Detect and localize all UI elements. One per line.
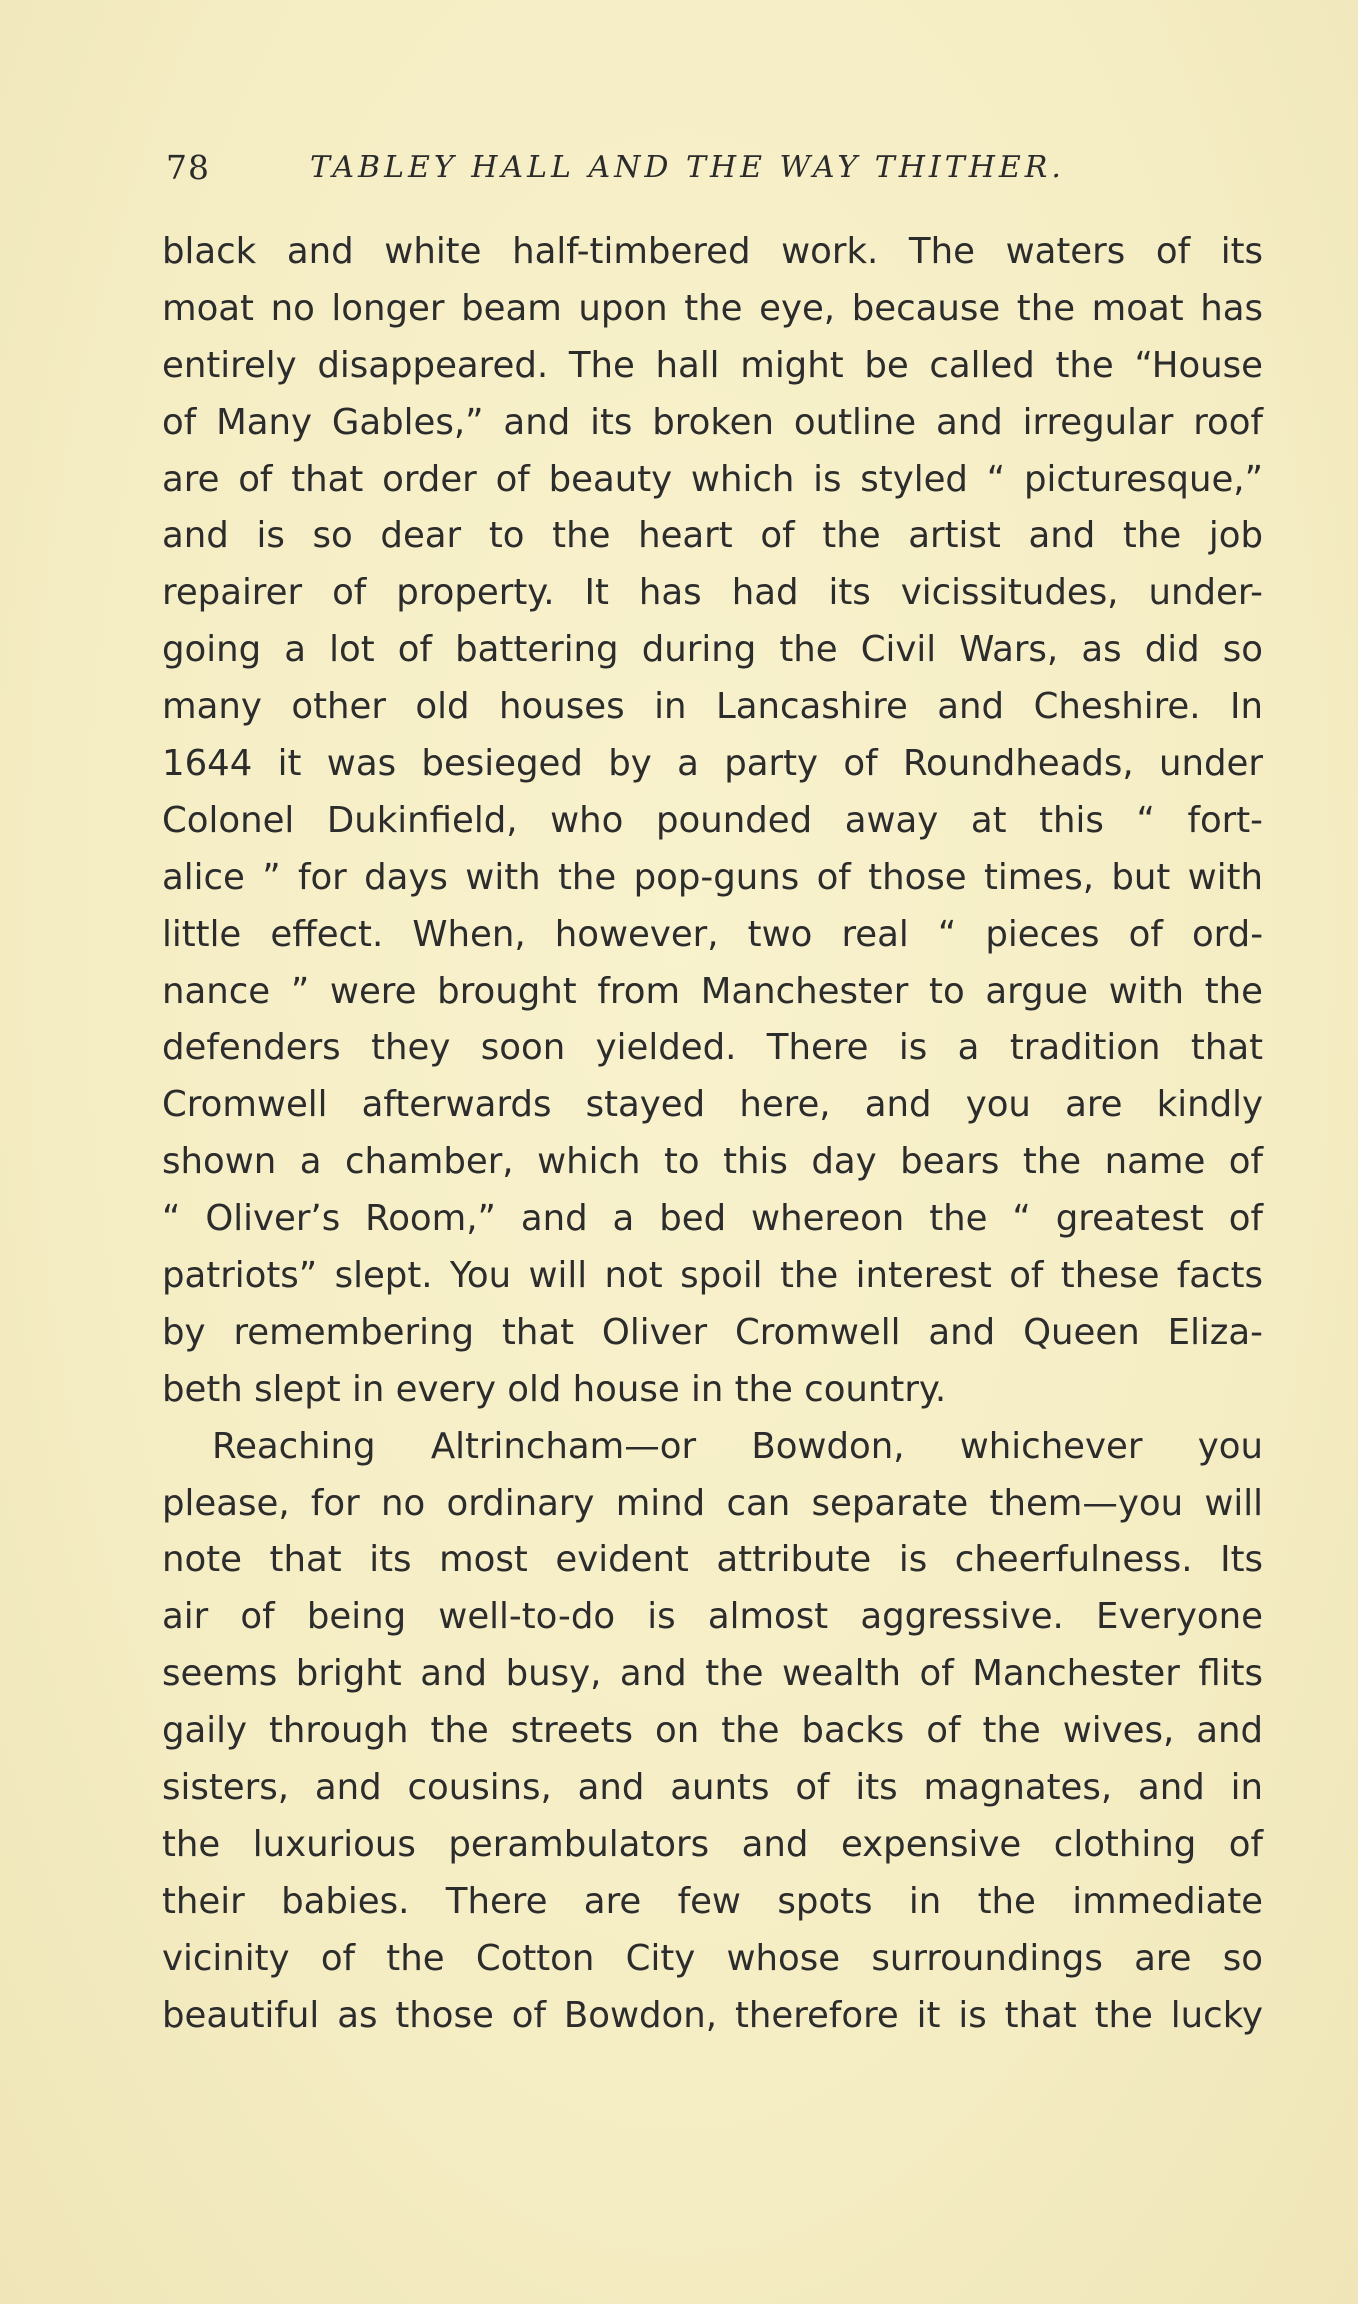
text-line: “ Oliver’s Room,” and a bed whereon the “ greatest of [162, 1198, 1263, 1240]
text-line: repairer of property. It has had its vicissitudes, under- [162, 572, 1263, 614]
text-line: going a lot of battering during the Civil Wars, as did so [162, 629, 1263, 671]
text-line: shown a chamber, which to this day bears the name of [162, 1141, 1263, 1183]
text-line: air of being well-to-do is almost aggressive. Everyone [162, 1596, 1263, 1638]
paragraph-1 [162, 224, 1263, 1419]
text-line: defenders they soon yielded. There is a tradition that [162, 1027, 1263, 1069]
text-line: alice ” for days with the pop-guns of those times, but with [162, 856, 1263, 898]
text-line: moat no longer beam upon the eye, because the moat has [162, 287, 1263, 329]
text-line: black and white half-timbered work. The waters of its [162, 231, 1263, 272]
text-line: vicinity of the Cotton City whose surroundings are so [162, 1937, 1263, 1979]
text-line: Reaching Altrincham—or Bowdon, whichever you [212, 1425, 1263, 1467]
page-number: 78 [166, 148, 210, 187]
text-line: seems bright and busy, and the wealth of Manchester flits [162, 1653, 1263, 1695]
text-line: beautiful as those of Bowdon, therefore it is that the lucky [162, 1994, 1263, 2036]
text-line: the luxurious perambulators and expensive clothing of [162, 1823, 1263, 1865]
text-line: entirely disappeared. The hall might be called the “House [162, 344, 1263, 386]
text-line: beth slept in every old house in the country. [162, 1368, 947, 1410]
running-title: TABLEY HALL AND THE WAY THITHER. [310, 150, 1065, 185]
paragraph-2 [162, 1419, 1263, 2045]
text-line: sisters, and cousins, and aunts of its magnates, and in [162, 1767, 1263, 1809]
text-line: patriots” slept. You will not spoil the interest of these facts [162, 1255, 1263, 1297]
text-line: Colonel Dukinfield, who pounded away at this “ fort- [162, 799, 1263, 841]
body-text [162, 224, 1263, 2045]
text-line: nance ” were brought from Manchester to argue with the [162, 970, 1263, 1012]
text-line: gaily through the streets on the backs of the wives, and [162, 1710, 1263, 1752]
text-line: are of that order of beauty which is styled “ picturesque,” [162, 458, 1263, 500]
text-line: Cromwell afterwards stayed here, and you are kindly [162, 1084, 1263, 1126]
text-line: many other old houses in Lancashire and Cheshire. In [162, 686, 1263, 728]
text-line: by remembering that Oliver Cromwell and Queen Eliza- [162, 1311, 1263, 1353]
text-line: of Many Gables,” and its broken outline and irregular roof [162, 401, 1263, 443]
text-line: note that its most evident attribute is cheerfulness. Its [162, 1539, 1263, 1581]
text-line: please, for no ordinary mind can separate them—you will [162, 1482, 1263, 1524]
running-head [166, 148, 1266, 192]
text-line: 1644 it was besieged by a party of Roundheads, under [162, 743, 1263, 785]
text-line: little effect. When, however, two real “ pieces of ord- [162, 913, 1263, 955]
text-line: and is so dear to the heart of the artist and the job [162, 515, 1263, 557]
text-line: their babies. There are few spots in the immediate [162, 1880, 1263, 1922]
